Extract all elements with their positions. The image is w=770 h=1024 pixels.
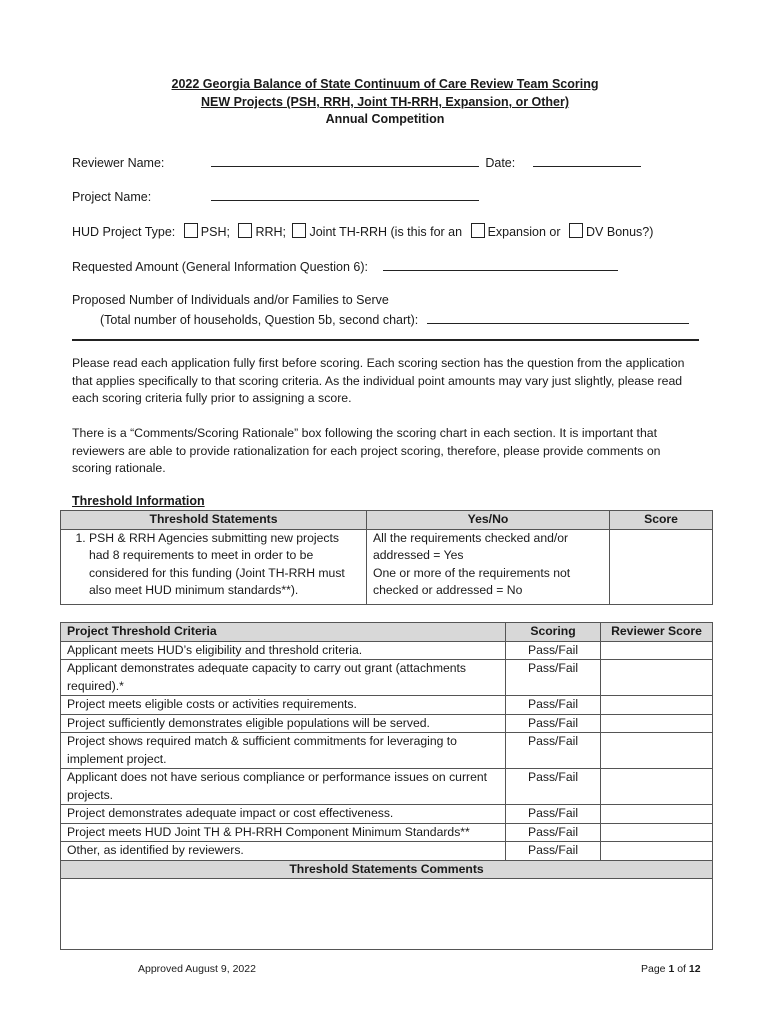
reviewer-score-cell[interactable] xyxy=(601,660,713,696)
criteria-header: Project Threshold Criteria xyxy=(61,623,506,642)
scoring-cell: Pass/Fail xyxy=(506,641,601,660)
reviewer-label: Reviewer Name: xyxy=(72,156,165,170)
comments-paragraph: There is a “Comments/Scoring Rationale” box following the scoring chart in each section. It is important that reviewers are able to provide rationalization for each project scoring, therefore, please provide comments on scoring rationale. xyxy=(72,426,661,475)
criteria-cell: Project meets HUD Joint TH & PH-RRH Component Minimum Standards** xyxy=(61,823,506,842)
reviewer-score-cell[interactable] xyxy=(601,823,713,842)
proposed-row xyxy=(72,293,389,307)
total-households-label: (Total number of households, Question 5b, second chart): xyxy=(100,313,419,327)
threshold-comments-box[interactable] xyxy=(61,879,713,950)
criteria-cell: Applicant demonstrates adequate capacity to carry out grant (attachments required).* xyxy=(61,660,506,696)
table-row xyxy=(61,696,713,715)
dv-bonus-checkbox[interactable] xyxy=(569,223,583,238)
project-name-field[interactable] xyxy=(211,188,479,201)
criteria-cell: Applicant meets HUD’s eligibility and threshold criteria. xyxy=(61,641,506,660)
table-row xyxy=(61,769,713,805)
page-current: 1 xyxy=(668,963,675,975)
scoring-cell: Pass/Fail xyxy=(506,769,601,805)
page-total: 12 xyxy=(688,963,701,975)
threshold-information-table xyxy=(60,510,713,605)
document-competition: Annual Competition xyxy=(325,112,445,126)
reviewer-score-cell[interactable] xyxy=(601,641,713,660)
proposed-number-label: Proposed Number of Individuals and/or Families to Serve xyxy=(72,293,389,307)
reviewer-name-field[interactable] xyxy=(211,154,479,167)
expansion-label: Expansion or xyxy=(487,225,561,239)
page-of: of xyxy=(677,963,686,975)
yes-no-cell xyxy=(367,529,610,604)
table-row xyxy=(61,714,713,733)
scoring-cell: Pass/Fail xyxy=(506,696,601,715)
requested-amount-field[interactable] xyxy=(383,258,618,271)
no-condition: One or more of the requirements not checked or addressed = No xyxy=(373,565,571,597)
project-row xyxy=(72,188,479,204)
scoring-cell: Pass/Fail xyxy=(506,823,601,842)
score-header: Score xyxy=(610,511,713,530)
requested-row xyxy=(72,258,618,274)
hud-type-row xyxy=(72,223,653,239)
criteria-cell: Project meets eligible costs or activities requirements. xyxy=(61,696,506,715)
page-number xyxy=(641,963,701,975)
total-households-field[interactable] xyxy=(427,311,689,324)
section-divider xyxy=(72,339,699,341)
scoring-cell: Pass/Fail xyxy=(506,733,601,769)
reviewer-score-cell[interactable] xyxy=(601,696,713,715)
scoring-header: Scoring xyxy=(506,623,601,642)
table-row xyxy=(61,842,713,861)
table-row xyxy=(61,660,713,696)
expansion-checkbox[interactable] xyxy=(471,223,485,238)
reviewer-score-cell[interactable] xyxy=(601,733,713,769)
reviewer-row xyxy=(72,154,641,170)
criteria-cell: Project demonstrates adequate impact or cost effectiveness. xyxy=(61,805,506,824)
approved-date: Approved August 9, 2022 xyxy=(138,963,256,975)
reviewer-score-cell[interactable] xyxy=(601,842,713,861)
threshold-comments-header: Threshold Statements Comments xyxy=(61,860,713,879)
date-field[interactable] xyxy=(533,154,641,167)
document-title: 2022 Georgia Balance of State Continuum of Care Review Team Scoring xyxy=(171,77,599,91)
total-households-row xyxy=(100,311,689,327)
rrh-checkbox[interactable] xyxy=(238,223,252,238)
threshold-statement-item: 1. PSH & RRH Agencies submitting new projects had 8 requirements to meet in order to be considered for this funding (Joint TH-RRH must also meet HUD minimum standards**). xyxy=(89,530,360,600)
document-subtitle: NEW Projects (PSH, RRH, Joint TH-RRH, Expansion, or Other) xyxy=(200,95,570,109)
reviewer-score-header: Reviewer Score xyxy=(601,623,713,642)
threshold-statement-cell xyxy=(61,529,367,604)
scoring-cell: Pass/Fail xyxy=(506,805,601,824)
table-row xyxy=(61,823,713,842)
instructions-paragraph: Please read each application fully first before scoring. Each scoring section has the question from the application that applies specifically to that scoring criteria. As the individual point amounts may vary just slightly, please read each scoring criteria fully prior to assigning a score. xyxy=(72,356,685,405)
yes-condition: All the requirements checked and/or addressed = Yes xyxy=(373,530,569,562)
table-row xyxy=(61,733,713,769)
yes-no-header: Yes/No xyxy=(367,511,610,530)
table-row xyxy=(61,805,713,824)
date-label: Date: xyxy=(485,156,516,170)
joint-th-rrh-checkbox[interactable] xyxy=(292,223,306,238)
criteria-cell: Other, as identified by reviewers. xyxy=(61,842,506,861)
criteria-cell: Project sufficiently demonstrates eligible populations will be served. xyxy=(61,714,506,733)
rrh-label: RRH; xyxy=(255,225,286,239)
page-prefix: Page xyxy=(641,963,666,975)
threshold-information-title: Threshold Information xyxy=(72,494,205,508)
table-row xyxy=(61,641,713,660)
dv-bonus-label: DV Bonus?) xyxy=(586,225,654,239)
threshold-statements-header: Threshold Statements xyxy=(61,511,367,530)
criteria-cell: Project shows required match & sufficient commitments for leveraging to implement project. xyxy=(61,733,506,769)
score-cell[interactable] xyxy=(610,529,713,604)
reviewer-score-cell[interactable] xyxy=(601,714,713,733)
scoring-cell: Pass/Fail xyxy=(506,660,601,696)
scoring-cell: Pass/Fail xyxy=(506,714,601,733)
psh-label: PSH; xyxy=(200,225,230,239)
reviewer-score-cell[interactable] xyxy=(601,805,713,824)
scoring-cell: Pass/Fail xyxy=(506,842,601,861)
criteria-cell: Applicant does not have serious compliance or performance issues on current projects. xyxy=(61,769,506,805)
psh-checkbox[interactable] xyxy=(184,223,198,238)
requested-amount-label: Requested Amount (General Information Question 6): xyxy=(72,260,368,274)
project-label: Project Name: xyxy=(72,190,152,204)
hud-type-label: HUD Project Type: xyxy=(72,225,176,239)
joint-th-rrh-label: Joint TH-RRH (is this for an xyxy=(309,225,463,239)
project-threshold-criteria-table xyxy=(60,622,713,950)
reviewer-score-cell[interactable] xyxy=(601,769,713,805)
